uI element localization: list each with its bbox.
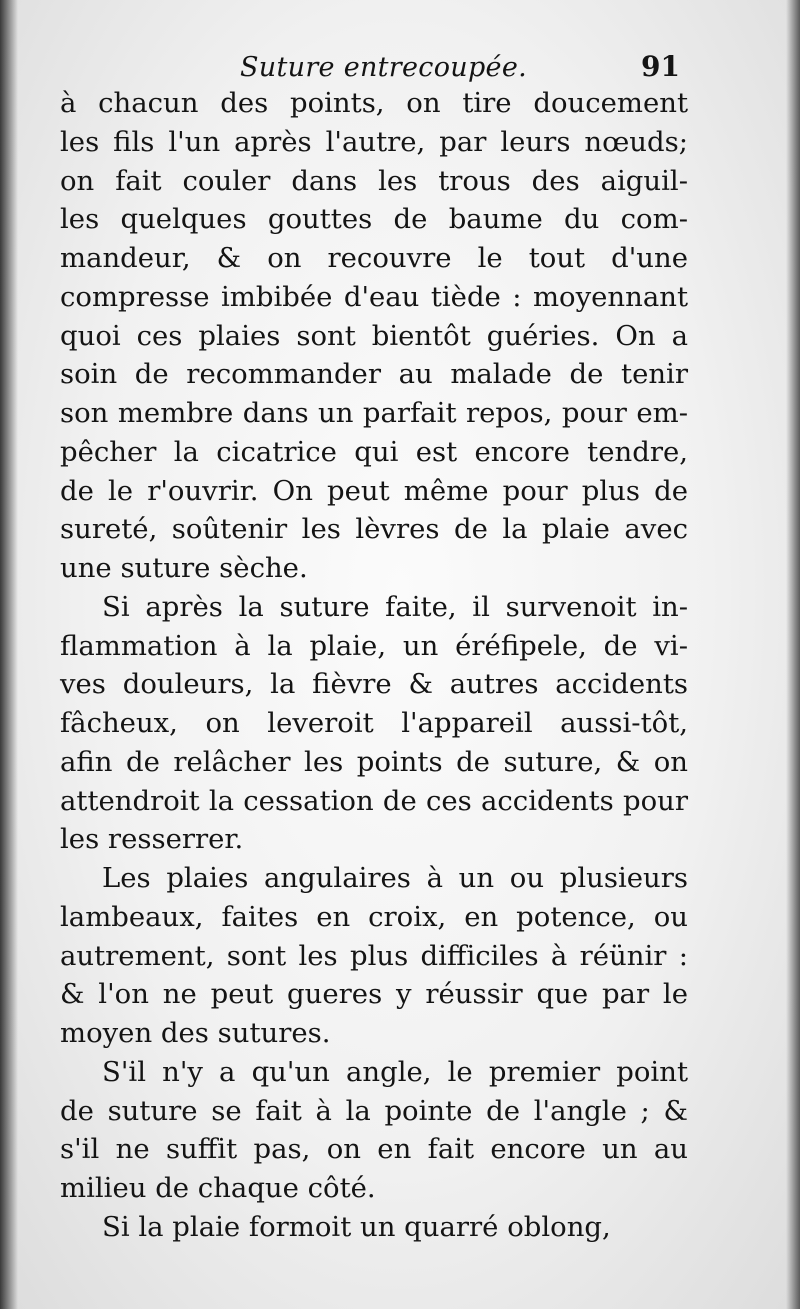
page-number: 91: [641, 50, 680, 83]
paragraph-first-line: Si la plaie formoit un quarré oblong,: [102, 1210, 611, 1243]
text-line: attendroit la cessation de ces accidents pour: [60, 784, 688, 817]
text-line: lambeaux, faites en croix, en potence, ou: [60, 900, 688, 933]
text-line: flammation à la plaie, un éréfipele, de vi-: [60, 629, 688, 662]
text-line: de suture se fait à la pointe de l'angle ; &: [60, 1094, 688, 1127]
text-line: afin de relâcher les points de suture, & on: [60, 745, 688, 778]
paragraph-first-line: Les plaies angulaires à un ou plusieurs: [102, 862, 688, 894]
text-line: on fait couler dans les trous des aiguil-: [60, 164, 688, 197]
text-line: soin de recommander au malade de tenir: [60, 358, 688, 391]
text-line: les fils l'un après l'autre, par leurs nœuds;: [60, 125, 688, 158]
text-line: pêcher la cicatrice qui est encore tendre,: [60, 435, 688, 468]
text-line: les quelques gouttes de baume du com-: [60, 203, 688, 236]
text-line: moyen des sutures.: [60, 1017, 331, 1049]
text-line: fâcheux, on leveroit l'appareil aussi-tôt,: [60, 707, 688, 739]
text-line: autrement, sont les plus difficiles à réünir :: [60, 939, 688, 972]
text-line: milieu de chaque côté.: [60, 1172, 376, 1204]
text-line: quoi ces plaies sont bientôt guéries. On a: [60, 319, 688, 352]
text-line: de le r'ouvrir. On peut même pour plus de: [60, 474, 688, 507]
text-line: ves douleurs, la fièvre & autres accidents: [60, 668, 688, 701]
text-line: compresse imbibée d'eau tiède : moyennant: [60, 280, 688, 313]
text-line: à chacun des points, on tire doucement: [60, 87, 688, 119]
text-line: mandeur, & on recouvre le tout d'une: [60, 242, 688, 274]
text-line: les resserrer.: [60, 823, 244, 856]
paragraph-first-line: S'il n'y a qu'un angle, le premier point: [102, 1055, 688, 1088]
paragraph-first-line: Si après la suture faite, il survenoit in-: [102, 590, 688, 623]
text-line: sureté, soûtenir les lèvres de la plaie avec: [60, 513, 688, 546]
text-line: une suture sèche.: [60, 552, 308, 584]
body-text: [60, 84, 688, 1247]
text-line: son membre dans un parfait repos, pour em-: [60, 397, 688, 429]
text-line: & l'on ne peut gueres y réussir que par le: [60, 978, 688, 1011]
running-title: Suture entrecoupée.: [240, 52, 527, 83]
text-line: s'il ne suffit pas, on en fait encore un au: [60, 1133, 688, 1166]
